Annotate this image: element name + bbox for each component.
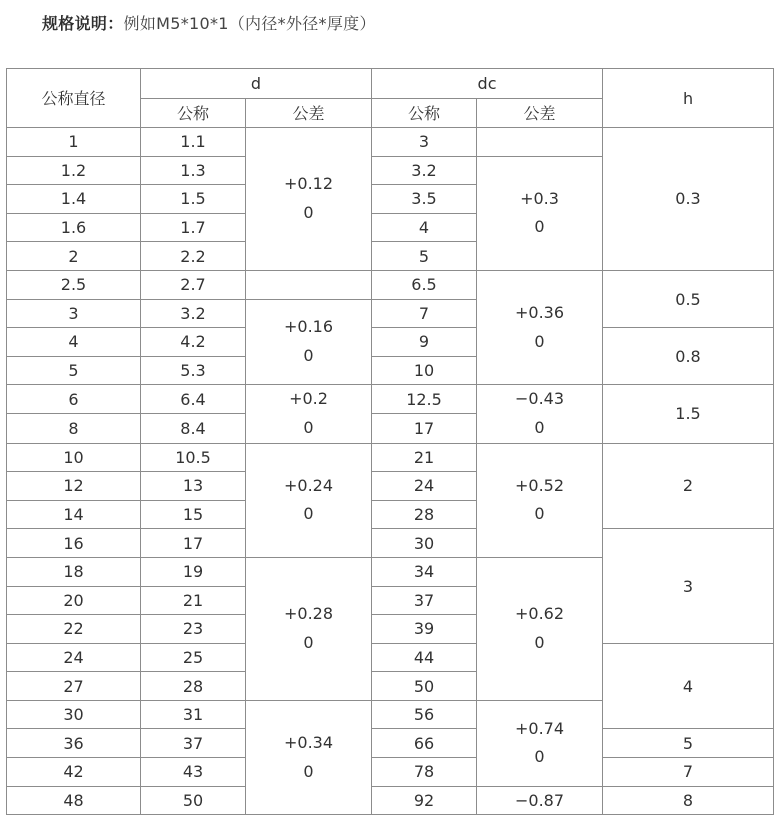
size-cell: 1.6 [7, 213, 141, 242]
dc-cell: 92 [372, 786, 477, 815]
size-cell: 4 [7, 328, 141, 357]
h-cell: 1.5 [603, 385, 774, 443]
size-cell: 2 [7, 242, 141, 271]
h-cell: 3 [603, 529, 774, 643]
header-nominal-diameter: 公称直径 [7, 69, 141, 128]
size-cell: 10 [7, 443, 141, 472]
size-cell: 36 [7, 729, 141, 758]
dc-tolerance-cell [477, 557, 603, 700]
d-tolerance-lower: 0 [303, 345, 314, 365]
size-cell: 27 [7, 672, 141, 701]
dc-cell: 78 [372, 758, 477, 787]
d-tolerance-cell [246, 299, 372, 385]
size-cell: 3 [7, 299, 141, 328]
size-cell: 1.2 [7, 156, 141, 185]
table-row [7, 128, 774, 157]
d-tolerance-upper: +0.16 [283, 317, 334, 337]
size-cell: 20 [7, 586, 141, 615]
dc-cell: 39 [372, 615, 477, 644]
dc-tolerance-cell [477, 700, 603, 786]
d-cell: 2.7 [141, 270, 246, 299]
dc-tolerance-lower: 0 [534, 417, 545, 437]
dc-tolerance-lower: 0 [534, 632, 545, 652]
d-tolerance-lower: 0 [303, 761, 314, 781]
header-dc-tolerance: 公差 [477, 99, 603, 128]
d-cell: 13 [141, 472, 246, 501]
dc-tolerance-cell [477, 385, 603, 443]
header-h: h [603, 69, 774, 128]
d-tolerance-lower: 0 [303, 417, 314, 437]
dc-cell: 37 [372, 586, 477, 615]
h-cell: 5 [603, 729, 774, 758]
table-row [7, 328, 774, 357]
dc-tolerance-lower: 0 [534, 504, 545, 524]
dc-cell: 10 [372, 356, 477, 385]
table-header-row [7, 69, 774, 99]
h-cell: 7 [603, 758, 774, 787]
header-dc-nominal: 公称 [372, 99, 477, 128]
h-cell: 2 [603, 443, 774, 529]
d-cell: 17 [141, 529, 246, 558]
dc-tolerance-lower: 0 [534, 217, 545, 237]
dc-cell: 56 [372, 700, 477, 729]
table-row [7, 270, 774, 299]
d-cell: 37 [141, 729, 246, 758]
dc-cell: 5 [372, 242, 477, 271]
dc-tolerance-cell: −0.87 [477, 786, 603, 815]
dc-cell: 9 [372, 328, 477, 357]
dc-cell: 30 [372, 529, 477, 558]
dc-tolerance-lower: 0 [534, 331, 545, 351]
dc-cell: 34 [372, 557, 477, 586]
d-tolerance-upper: +0.34 [283, 732, 334, 752]
d-cell: 43 [141, 758, 246, 787]
table-row [7, 643, 774, 672]
d-cell: 8.4 [141, 414, 246, 443]
dc-cell: 44 [372, 643, 477, 672]
header-dc: dc [372, 69, 603, 99]
d-cell: 1.7 [141, 213, 246, 242]
d-cell: 21 [141, 586, 246, 615]
d-cell: 2.2 [141, 242, 246, 271]
dc-cell: 17 [372, 414, 477, 443]
header-d-tolerance: 公差 [246, 99, 372, 128]
d-tolerance-upper: +0.12 [283, 174, 334, 194]
d-tolerance-lower: 0 [303, 632, 314, 652]
dc-tolerance-cell [477, 156, 603, 270]
size-cell: 22 [7, 615, 141, 644]
d-tolerance-cell [246, 700, 372, 814]
dc-cell: 6.5 [372, 270, 477, 299]
size-cell: 2.5 [7, 270, 141, 299]
d-tolerance-upper: +0.24 [283, 475, 334, 495]
d-cell: 4.2 [141, 328, 246, 357]
header-d: d [141, 69, 372, 99]
d-cell: 3.2 [141, 299, 246, 328]
size-cell: 1 [7, 128, 141, 157]
h-cell: 0.3 [603, 128, 774, 271]
dc-cell: 3.2 [372, 156, 477, 185]
d-cell: 1.3 [141, 156, 246, 185]
spec-description [42, 11, 376, 34]
d-tolerance-upper: +0.2 [289, 389, 328, 409]
d-cell: 10.5 [141, 443, 246, 472]
size-cell: 6 [7, 385, 141, 414]
dc-tolerance-upper: +0.62 [514, 604, 565, 624]
dc-tolerance-cell [477, 270, 603, 384]
size-cell: 12 [7, 472, 141, 501]
table-row [7, 729, 774, 758]
d-cell: 1.5 [141, 185, 246, 214]
d-cell: 31 [141, 700, 246, 729]
size-cell: 5 [7, 356, 141, 385]
spec-example: 例如M5*10*1（内径*外径*厚度） [123, 14, 376, 33]
d-cell: 23 [141, 615, 246, 644]
dc-cell: 7 [372, 299, 477, 328]
dc-tolerance-cell-empty [477, 128, 603, 157]
dc-cell: 24 [372, 472, 477, 501]
spec-label: 规格说明 [42, 14, 108, 33]
table-row [7, 758, 774, 787]
d-tolerance-cell [246, 557, 372, 700]
size-cell: 48 [7, 786, 141, 815]
dc-cell: 21 [372, 443, 477, 472]
d-tolerance-cell [246, 128, 372, 271]
size-cell: 24 [7, 643, 141, 672]
d-cell: 25 [141, 643, 246, 672]
dc-cell: 28 [372, 500, 477, 529]
size-cell: 16 [7, 529, 141, 558]
h-cell: 0.8 [603, 328, 774, 385]
dc-tolerance-upper: −0.43 [514, 389, 565, 409]
size-cell: 18 [7, 557, 141, 586]
d-tolerance-cell [246, 385, 372, 443]
table-row [7, 786, 774, 815]
dc-cell: 4 [372, 213, 477, 242]
d-cell: 5.3 [141, 356, 246, 385]
dc-tolerance-cell [477, 443, 603, 557]
dc-tolerance-upper: +0.74 [514, 718, 565, 738]
h-cell: 4 [603, 643, 774, 729]
table-row [7, 385, 774, 414]
spec-colon: ： [107, 14, 124, 33]
d-tolerance-lower: 0 [303, 202, 314, 222]
size-cell: 14 [7, 500, 141, 529]
d-tolerance-cell-empty [246, 270, 372, 299]
d-cell: 15 [141, 500, 246, 529]
d-cell: 1.1 [141, 128, 246, 157]
dc-tolerance-upper: +0.3 [520, 188, 559, 208]
dc-tolerance-upper: +0.36 [514, 303, 565, 323]
size-cell: 42 [7, 758, 141, 787]
size-cell: 8 [7, 414, 141, 443]
d-tolerance-lower: 0 [303, 504, 314, 524]
d-tolerance-cell [246, 443, 372, 557]
dc-tolerance-upper: +0.52 [514, 475, 565, 495]
dc-cell: 3.5 [372, 185, 477, 214]
dc-tolerance-lower: 0 [534, 747, 545, 767]
size-cell: 30 [7, 700, 141, 729]
table-row [7, 529, 774, 558]
d-cell: 19 [141, 557, 246, 586]
d-cell: 6.4 [141, 385, 246, 414]
h-cell: 8 [603, 786, 774, 815]
dc-cell: 66 [372, 729, 477, 758]
header-d-nominal: 公称 [141, 99, 246, 128]
d-cell: 50 [141, 786, 246, 815]
d-tolerance-upper: +0.28 [283, 604, 334, 624]
dc-cell: 3 [372, 128, 477, 157]
h-cell: 0.5 [603, 270, 774, 327]
d-cell: 28 [141, 672, 246, 701]
size-cell: 1.4 [7, 185, 141, 214]
table-row [7, 443, 774, 472]
spec-table [6, 68, 774, 815]
dc-cell: 50 [372, 672, 477, 701]
dc-cell: 12.5 [372, 385, 477, 414]
